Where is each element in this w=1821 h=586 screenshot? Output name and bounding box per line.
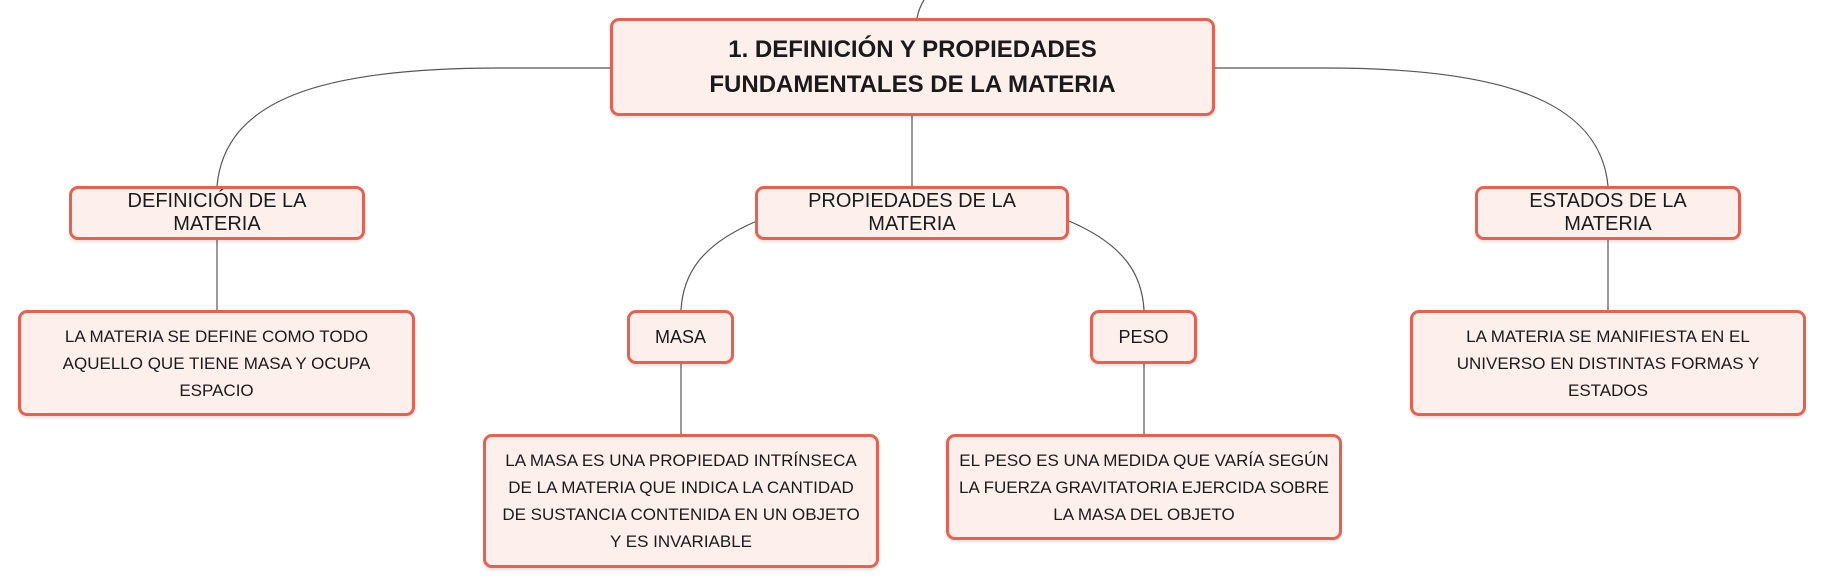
connector-incoming-root [917, 0, 924, 18]
estados-detail-text: LA MATERIA SE MANIFIESTA EN EL UNIVERSO EN DISTINTAS FORMAS Y ESTADOS [1456, 326, 1760, 400]
connector-root-definicion [217, 68, 610, 186]
branch-propiedades-label: PROPIEDADES DE LA MATERIA [808, 190, 1016, 235]
masa-node[interactable] [627, 310, 734, 364]
definicion-detail-node[interactable] [18, 310, 415, 416]
peso-detail-node[interactable] [946, 434, 1342, 540]
branch-definicion-label: DEFINICIÓN DE LA MATERIA [127, 190, 307, 235]
branch-definicion-node[interactable] [69, 186, 365, 240]
root-node-label: 1. DEFINICIÓN Y PROPIEDADES FUNDAMENTALES DE LA MATERIA [709, 36, 1116, 98]
connector-propiedades-masa [681, 221, 757, 310]
definicion-detail-text: LA MATERIA SE DEFINE COMO TODO AQUELLO QUE TIENE MASA Y OCUPA ESPACIO [62, 326, 371, 400]
branch-propiedades-node[interactable] [755, 186, 1069, 240]
root-node[interactable] [610, 18, 1215, 116]
branch-estados-label: ESTADOS DE LA MATERIA [1529, 190, 1687, 235]
peso-node[interactable] [1090, 310, 1197, 364]
peso-detail-text: EL PESO ES UNA MEDIDA QUE VARÍA SEGÚN LA FUERZA GRAVITATORIA EJERCIDA SOBRE LA MASA DEL OBJETO [959, 450, 1329, 524]
masa-label: MASA [654, 326, 706, 347]
connector-propiedades-peso [1069, 221, 1144, 310]
masa-detail-text: LA MASA ES UNA PROPIEDAD INTRÍNSECA DE LA MATERIA QUE INDICA LA CANTIDAD DE SUSTANCIA CONTENIDA EN UN OBJETO Y ES INVARIABLE [502, 451, 860, 551]
masa-detail-node[interactable] [483, 434, 879, 568]
estados-detail-node[interactable] [1410, 310, 1806, 416]
peso-label: PESO [1118, 326, 1169, 347]
connector-root-estados [1215, 68, 1608, 186]
branch-estados-node[interactable] [1475, 186, 1741, 240]
